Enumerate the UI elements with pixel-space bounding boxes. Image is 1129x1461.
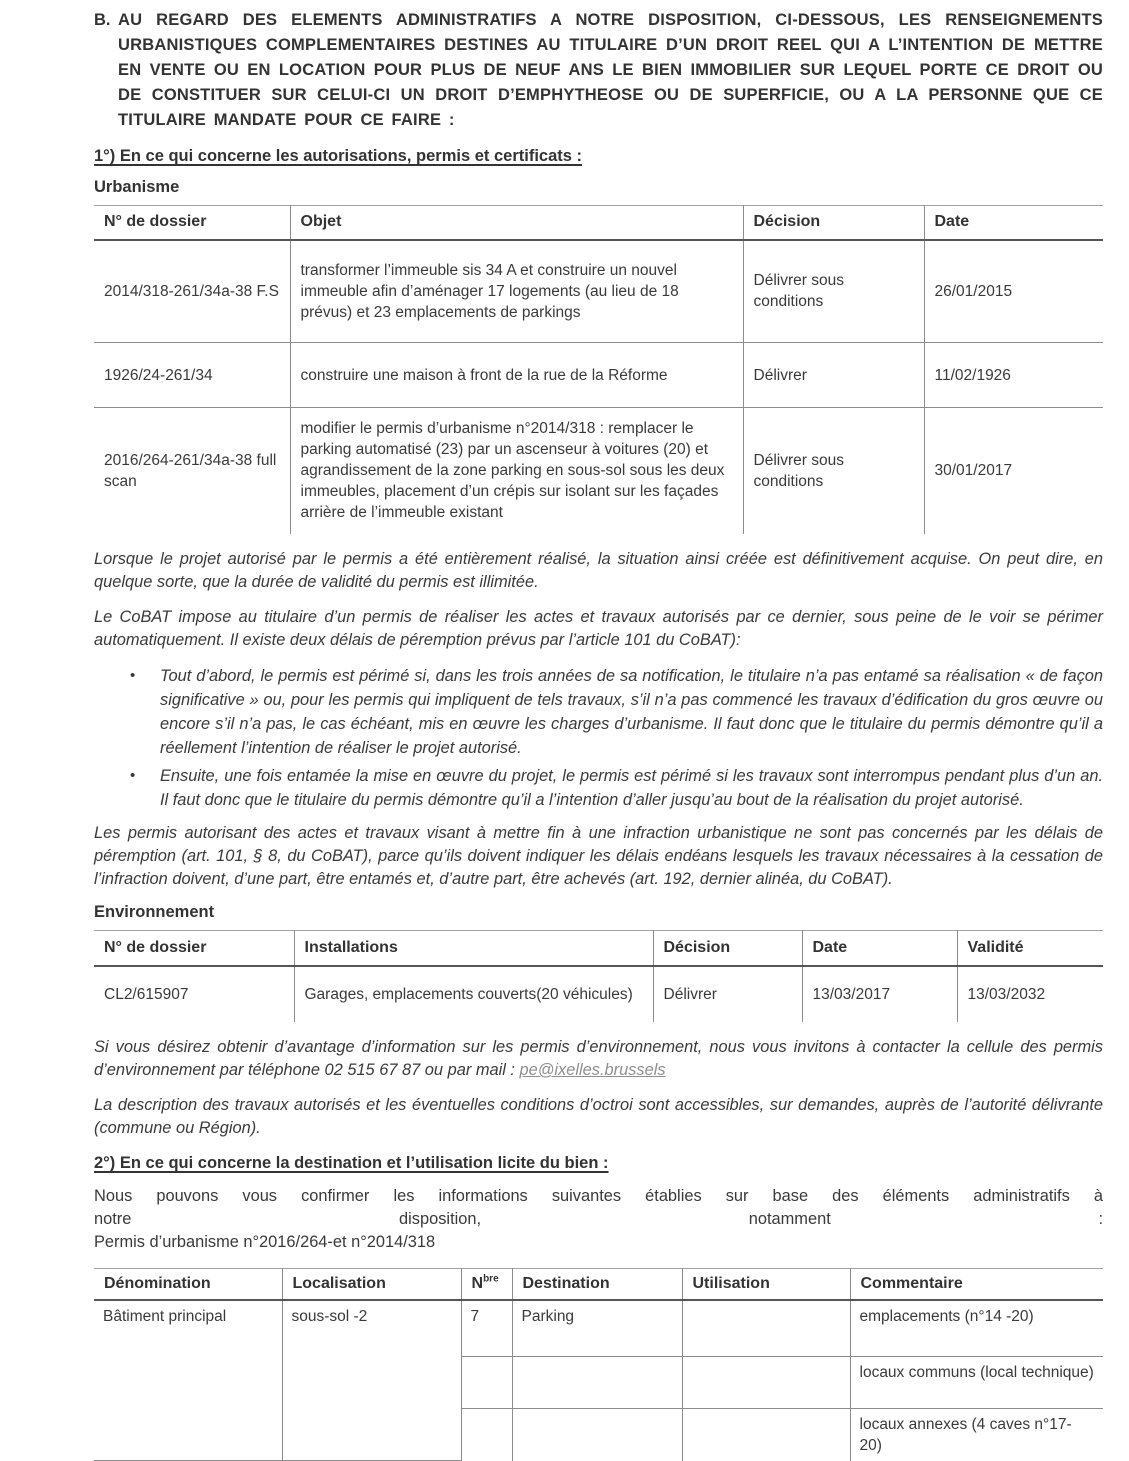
intro-word: disposition, (399, 1210, 482, 1228)
header-nbre (461, 1269, 512, 1301)
header-decision: Décision (743, 206, 924, 240)
list-item (94, 664, 1103, 760)
cell-commentaire: emplacements (n°14 -20) (850, 1300, 1103, 1356)
urbanisme-header-row (94, 206, 1103, 240)
paragraph-contact (94, 1036, 1103, 1082)
intro-paragraph (94, 1185, 1103, 1254)
header-decision: Décision (653, 930, 802, 966)
header-installations: Installations (294, 930, 653, 966)
section-b-text: AU REGARD DES ELEMENTS ADMINISTRATIFS A NOTRE DISPOSITION, CI-DESSOUS, LES RENSEIGNEMENTS URBANISTIQUES COMPLEMENTAIRES DESTINES AU TITULAIRE D’UN DROIT REEL QUI A L’INTENTION DE METTRE EN VENTE OU EN LOCATION POUR PLUS DE NEUF ANS LE BIEN IMMOBILIER SUR LEQUEL PORTE CE DROIT OU DE CONSTITUER SUR CELUI-CI UN DROIT D’EMPHYTHEOSE OU DE SUPERFICIE, OU A LA PERSONNE QUE CE TITULAIRE MANDATE POUR CE FAIRE : (118, 11, 1103, 129)
cell-dossier: CL2/615907 (94, 966, 294, 1022)
cell-dossier: 2014/318-261/34a-38 F.S (94, 240, 290, 343)
intro-line-2 (94, 1208, 1103, 1231)
cell-objet: construire une maison à front de la rue de la Réforme (290, 343, 743, 408)
bullet-icon: • (130, 766, 136, 784)
table-row (94, 343, 1103, 408)
cell-decision: Délivrer (743, 343, 924, 408)
intro-line-3: Permis d’urbanisme n°2016/264-et n°2014/318 (94, 1233, 436, 1251)
cell-commentaire: locaux annexes (4 caves n°17-20) (859, 1415, 1072, 1454)
cell-destination (512, 1408, 682, 1461)
section-b (94, 8, 1103, 133)
cell-destination (512, 1356, 682, 1408)
cell-date: 13/03/2017 (802, 966, 957, 1022)
list-item (94, 764, 1103, 812)
header-validite: Validité (957, 930, 1103, 966)
environnement-header-row (94, 930, 1103, 966)
table-row (94, 408, 1103, 534)
urbanisme-table (94, 205, 1103, 534)
cell-localisation: sous-sol -2 (282, 1300, 461, 1461)
cell-objet: modifier le permis d’urbanisme n°2014/318 : remplacer le parking automatisé (23) par un ascenseur à voitures (20) et agrandissement de la zone parking en sous-sol sous les deux immeubles, placement d’un crépis sur isolant sur les façades arrière de l’immeuble existant (290, 408, 743, 534)
document-page (94, 8, 1103, 1461)
cell-dossier: 2016/264-261/34a-38 full scan (94, 408, 290, 534)
cell-utilisation (682, 1356, 850, 1408)
cell-date: 11/02/1926 (924, 343, 1103, 408)
table-row (94, 966, 1103, 1022)
cell-destination: Parking (512, 1300, 682, 1356)
cell-date: 26/01/2015 (924, 240, 1103, 343)
intro-line-1: Nous pouvons vous confirmer les informations suivantes établies sur base des éléments administratifs à (94, 1187, 1103, 1205)
destination-header-row (94, 1269, 1103, 1301)
urbanisme-title: Urbanisme (94, 178, 180, 196)
cell-nbre (461, 1356, 512, 1408)
section-2-heading: 2°) En ce qui concerne la destination et l’utilisation licite du bien : (94, 1154, 609, 1172)
bullet-icon: • (130, 666, 136, 684)
section-1-heading: 1°) En ce qui concerne les autorisations, permis et certificats : (94, 147, 583, 165)
table-row (94, 240, 1103, 343)
paragraph-description: La description des travaux autorisés et les éventuelles conditions d’octroi sont accessibles, sur demandes, auprès de l’autorité délivrante (commune ou Région). (94, 1096, 1103, 1137)
header-commentaire: Commentaire (850, 1269, 1103, 1301)
table-row (94, 1300, 1103, 1356)
paragraph-cobat: Le CoBAT impose au titulaire d’un permis de réaliser les actes et travaux autorisés par ce dernier, sous peine de le voir se périmer automatiquement. Il existe deux délais de péremption prévus par l’article 101 du CoBAT): (94, 607, 1103, 649)
email-link[interactable]: pe@ixelles.brussels (519, 1061, 666, 1079)
intro-word: notamment (748, 1210, 831, 1228)
header-utilisation: Utilisation (682, 1269, 850, 1301)
contact-text: Si vous désirez obtenir d’avantage d’information sur les permis d’environnement, nous vous invitons à contacter la cellule des permis d’environnement par téléphone 02 515 67 87 ou par mail : (94, 1038, 1103, 1079)
cell-denomination: Bâtiment principal (94, 1300, 282, 1461)
environnement-table (94, 930, 1103, 1023)
cell-date: 30/01/2017 (934, 462, 1013, 480)
intro-word: : (1098, 1210, 1103, 1228)
cell-nbre: 7 (461, 1300, 512, 1356)
header-dossier: N° de dossier (94, 930, 294, 966)
bullet-text: Tout d’abord, le permis est périmé si, dans les trois années de sa notification, le titulaire n’a pas entamé sa réalisation « de façon significative » ou, pour les permis qui impliquent de tels travaux, s’il n’a pas commencé les travaux d’édification du gros œuvre ou encore s’il n’a pas, le cas échéant, mis en œuvre les charges d’urbanisme. Il faut donc que le titulaire du permis démontre qu’il a réellement l’intention de réaliser le projet autorisé. (160, 666, 1103, 757)
header-localisation: Localisation (282, 1269, 461, 1301)
cell-commentaire: locaux communs (local technique) (850, 1356, 1103, 1408)
environnement-title: Environnement (94, 902, 215, 921)
cell-decision: Délivrer (653, 966, 802, 1022)
cell-validite: 13/03/2032 (967, 986, 1046, 1003)
paragraph-validity: Lorsque le projet autorisé par le permis a été entièrement réalisé, la situation ainsi créée est définitivement acquise. On peut dire, en quelque sorte, que la durée de validité du permis est illimitée. (94, 549, 1103, 591)
bullet-list (94, 664, 1103, 812)
cell-dossier: 1926/24-261/34 (94, 343, 290, 408)
intro-word: notre (94, 1210, 132, 1228)
header-objet: Objet (290, 206, 743, 240)
header-destination: Destination (512, 1269, 682, 1301)
cell-utilisation (682, 1300, 850, 1356)
cell-utilisation (682, 1408, 850, 1461)
header-date: Date (802, 930, 957, 966)
header-date: Date (924, 206, 1103, 240)
section-b-marker: B. (94, 11, 111, 29)
cell-objet: transformer l’immeuble sis 34 A et construire un nouvel immeuble afin d’aménager 17 logements (au lieu de 18 prévus) et 23 emplacements de parkings (290, 240, 743, 343)
cell-installations: Garages, emplacements couverts(20 véhicules) (294, 966, 653, 1022)
paragraph-infraction: Les permis autorisant des actes et travaux visant à mettre fin à une infraction urbanistique ne sont pas concernés par les délais de péremption (art. 101, § 8, du CoBAT), parce qu’ils doivent indiquer les délais endéans lesquels les travaux nécessaires à la cessation de l’infraction doivent, d’une part, être entamés et, d’autre part, être achevés (art. 192, dernier alinéa, du CoBAT). (94, 823, 1103, 888)
nbre-sup: bre (483, 1273, 499, 1285)
destination-table (94, 1268, 1103, 1461)
cell-decision: Délivrer sous conditions (743, 408, 924, 534)
nbre-base: N (471, 1275, 484, 1292)
cell-nbre (461, 1408, 512, 1461)
cell-decision: Délivrer sous conditions (743, 240, 924, 343)
header-denomination: Dénomination (94, 1269, 282, 1301)
header-dossier: N° de dossier (94, 206, 290, 240)
bullet-text: Ensuite, une fois entamée la mise en œuvre du projet, le permis est périmé si les travaux sont interrompus pendant plus d’un an. Il faut donc que le titulaire du permis démontre qu’il a l’intention d’aller jusqu’au bout de la réalisation du projet autorisé. (160, 766, 1103, 809)
